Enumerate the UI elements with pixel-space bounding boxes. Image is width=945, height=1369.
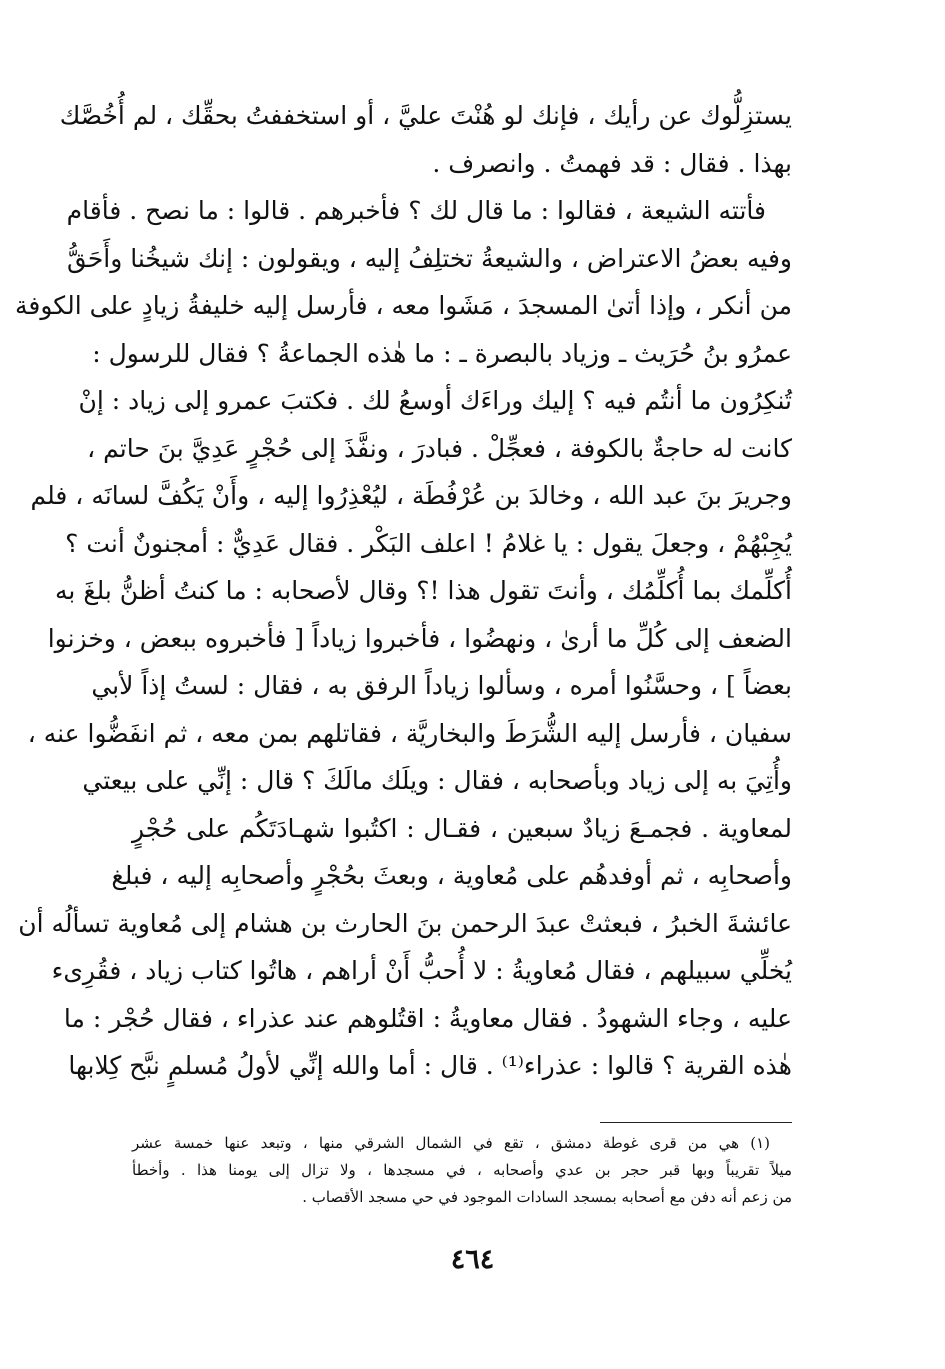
text-line: عمرُو بنُ حُرَيث ـ وزياد بالبصرة ـ : ما هٰذه الجماعةُ ؟ فقال للرسول :: [92, 338, 792, 368]
footnote-separator: [600, 1122, 792, 1123]
footnote-line: ميلاً تقريباً وبها قبر حجر بن عدي وأصحابه ، في مسجدها ، ولا تزال إلى يومنا هذا . وأخطأ: [132, 1161, 792, 1179]
text-line: الضعف إلى كُلِّ ما أرىٰ ، ونهضُوا ، فأخبروا زياداً [ فأخبروه ببعض ، وخزنوا: [47, 623, 792, 653]
text-line: عائشةَ الخبرُ ، فبعثتْ عبدَ الرحمن بنَ الحارث بن هشام إلى مُعاوية تسألُه أن: [18, 908, 792, 938]
text-line: وفيه بعضُ الاعتراض ، والشيعةُ تختلِفُ إليه ، ويقولون : إنك شيخُنا وأَحَقُّ: [67, 243, 792, 273]
page-number: ٤٦٤: [450, 1244, 495, 1275]
text-line: سفيان ، فأرسل إليه الشُّرَطَ والبخاريَّة ، فقاتلهم بمن معه ، ثم انفَضُّوا عنه ،: [27, 718, 792, 748]
text-line: يستزِلُّوك عن رأيك ، فإنك لو هُنْتَ عليَّ ، أو استخففتُ بحقِّك ، لم أُخُصَّك: [59, 101, 792, 130]
text-line: لمعاوية . فجمـعَ زيادٌ سبعين ، فقـال : اكتُبوا شهـادَتَكُم على حُجْرٍ: [132, 813, 792, 843]
text-line: من أنكر ، وإذا أتىٰ المسجدَ ، مَشَوا معه ، فأرسل إليه خليفةُ زيادٍ على الكوفة: [15, 291, 792, 320]
text-line: عليه ، وجاء الشهودُ . فقال معاويةُ : اقتُلوهم عند عذراء ، فقال حُجْر : ما: [63, 1003, 792, 1033]
text-line: كانت له حاجةٌ بالكوفة ، فعجِّلْ . فبادرَ ، ونفَّذَ إلى حُجْرٍ عَدِيَّ بنَ حاتم ،: [87, 433, 792, 463]
main-text-block: [15, 92, 792, 1090]
text-line: بهذا . فقال : قد فهمتُ . وانصرف .: [432, 148, 792, 178]
text-line: بعضاً ] ، وحسَّنُوا أمره ، وسألوا زياداً الرفق به ، فقال : لستُ إذاً لأبي: [91, 671, 792, 700]
text-line: وأُتِيَ به إلى زياد وبأصحابه ، فقال : ويلَك مالَكَ ؟ قال : إنِّي على بيعتي: [82, 766, 792, 795]
footnote-line: (١) هي من قرى غوطة دمشق ، تقع في الشمال الشرقي منها ، وتبعد عنها خمسة عشر: [132, 1134, 770, 1152]
text-line: وجريرَ بنَ عبد الله ، وخالدَ بن عُرْفُطَة ، ليُعْذِرُوا إليه ، وأَنْ يَكُفَّ لسانَه ، فلم: [30, 481, 792, 510]
text-line: وأصحابِه ، ثم أوفدهُم على مُعاوية ، وبعثَ بحُجْرٍ وأصحابِه إليه ، فبلغ: [111, 861, 792, 890]
text-line: يُخلِّي سبيلهم ، فقال مُعاويةُ : لا أُحبُّ أَنْ أراهم ، هاتُوا كتاب زياد ، فقُرِىء: [51, 956, 792, 985]
text-line: فأتته الشيعة ، فقالوا : ما قال لك ؟ فأخبرهم . قالوا : ما نصح . فأقام: [66, 196, 766, 225]
footnotes-block: [132, 1130, 792, 1211]
text-line: تُنكِرُون ما أنتُم فيه ؟ إليك وراءَك أوسعُ لك . فكتبَ عمرو إلى زياد : إنْ: [78, 386, 792, 415]
footnote-line: من زعم أنه دفن مع أصحابه بمسجد السادات الموجود في حي مسجد الأقصاب .: [302, 1188, 792, 1206]
text-line: هٰذه القرية ؟ قالوا : عذراء⁽¹⁾ . قال : أما والله إنِّي لأولُ مُسلمٍ نبَّح كِلابها: [68, 1051, 792, 1080]
text-line: أُكلِّمك بما أُكلِّمُك ، وأنتَ تقول هذا !؟ وقال لأصحابه : ما كنتُ أظنُّ بلغَ به: [55, 576, 792, 605]
text-line: يُجِبْهُمْ ، وجعلَ يقول : يا غلامُ ! اعلف البَكْر . فقال عَدِيٌّ : أمجنونٌ أنت ؟: [65, 528, 792, 558]
